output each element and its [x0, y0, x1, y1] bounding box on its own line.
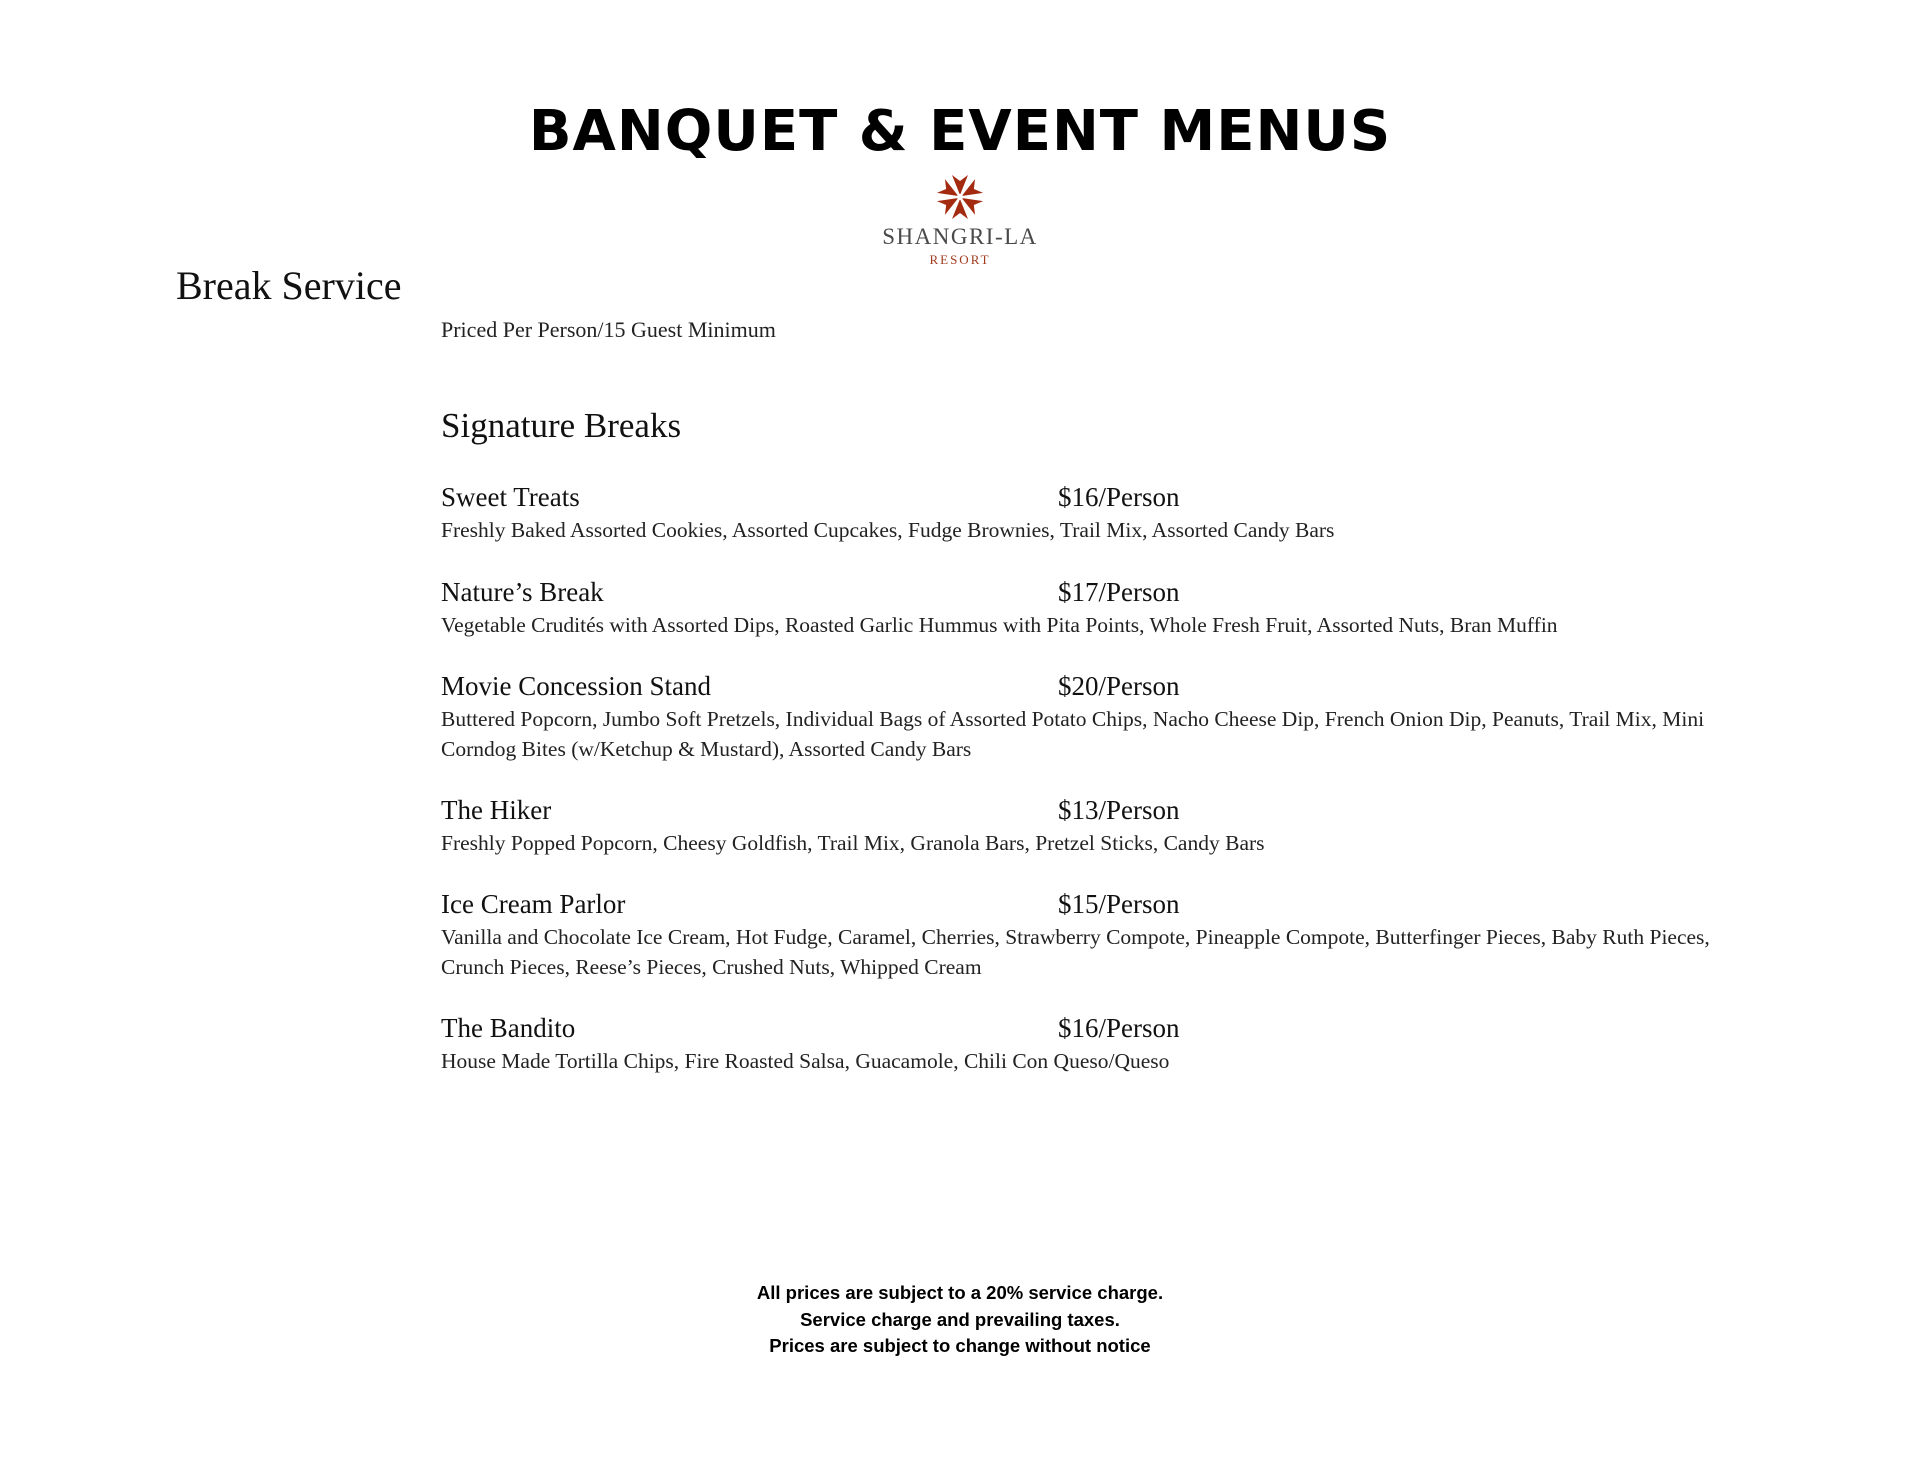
- menu-item-description: Freshly Popped Popcorn, Cheesy Goldfish, Trail Mix, Granola Bars, Pretzel Sticks, Candy Bars: [441, 831, 1265, 855]
- menu-item: [441, 480, 1741, 545]
- menu-item-description: Vanilla and Chocolate Ice Cream, Hot Fudge, Caramel, Cherries, Strawberry Compote, Pineapple Compote, Butterfinger Pieces, Baby Ruth Pieces, Crunch Pieces, Reese’s Pieces, Crushed Nuts, Whipped Cream: [441, 925, 1710, 979]
- menu-item-price: $13/Person: [1058, 795, 1180, 825]
- menu-item-price: $15/Person: [1058, 889, 1180, 919]
- menu-item-name: Movie Concession Stand: [441, 671, 711, 701]
- menu-item: [441, 669, 1741, 764]
- section-subtitle: Priced Per Person/15 Guest Minimum: [441, 317, 776, 342]
- menu-item-name: The Bandito: [441, 1013, 576, 1043]
- notice-line: All prices are subject to a 20% service charge.: [756, 1282, 1164, 1303]
- menu-item-name: Sweet Treats: [441, 482, 580, 512]
- menu-item-description: Freshly Baked Assorted Cookies, Assorted Cupcakes, Fudge Brownies, Trail Mix, Assorted Candy Bars: [441, 518, 1335, 542]
- group-title: Signature Breaks: [441, 406, 682, 445]
- section-title: Break Service: [176, 263, 402, 308]
- menu-item: [441, 575, 1741, 640]
- menu-item-price: $20/Person: [1058, 671, 1180, 701]
- menu-item-description: Buttered Popcorn, Jumbo Soft Pretzels, Individual Bags of Assorted Potato Chips, Nacho Cheese Dip, French Onion Dip, Peanuts, Trail Mix, Mini Corndog Bites (w/Ketchup & Mustard), Assorted Candy Bars: [441, 707, 1705, 761]
- menu-item: [441, 1011, 1741, 1076]
- star-flower-icon: [928, 172, 992, 222]
- menu-item-name: Nature’s Break: [441, 577, 604, 607]
- logo-name: SHANGRI-LA: [882, 224, 1038, 249]
- menu-item-price: $17/Person: [1058, 577, 1180, 607]
- pricing-notice: [0, 1280, 1920, 1360]
- menu-item-description: Vegetable Crudités with Assorted Dips, Roasted Garlic Hummus with Pita Points, Whole Fresh Fruit, Assorted Nuts, Bran Muffin: [441, 613, 1558, 637]
- menu-item-description: House Made Tortilla Chips, Fire Roasted Salsa, Guacamole, Chili Con Queso/Queso: [441, 1049, 1170, 1073]
- menu-item: [441, 793, 1741, 858]
- menu-item-name: Ice Cream Parlor: [441, 889, 626, 919]
- menu-item-name: The Hiker: [441, 795, 552, 825]
- menu-item-price: $16/Person: [1058, 1013, 1180, 1043]
- notice-line: Service charge and prevailing taxes.: [800, 1308, 1120, 1330]
- resort-logo: [0, 172, 1920, 268]
- notice-line: Prices are subject to change without notice: [769, 1335, 1151, 1356]
- logo-subtitle: RESORT: [929, 252, 991, 267]
- menu-item: [441, 887, 1741, 982]
- menu-item-price: $16/Person: [1058, 482, 1180, 512]
- page-title: BANQUET & EVENT MENUS: [528, 99, 1392, 164]
